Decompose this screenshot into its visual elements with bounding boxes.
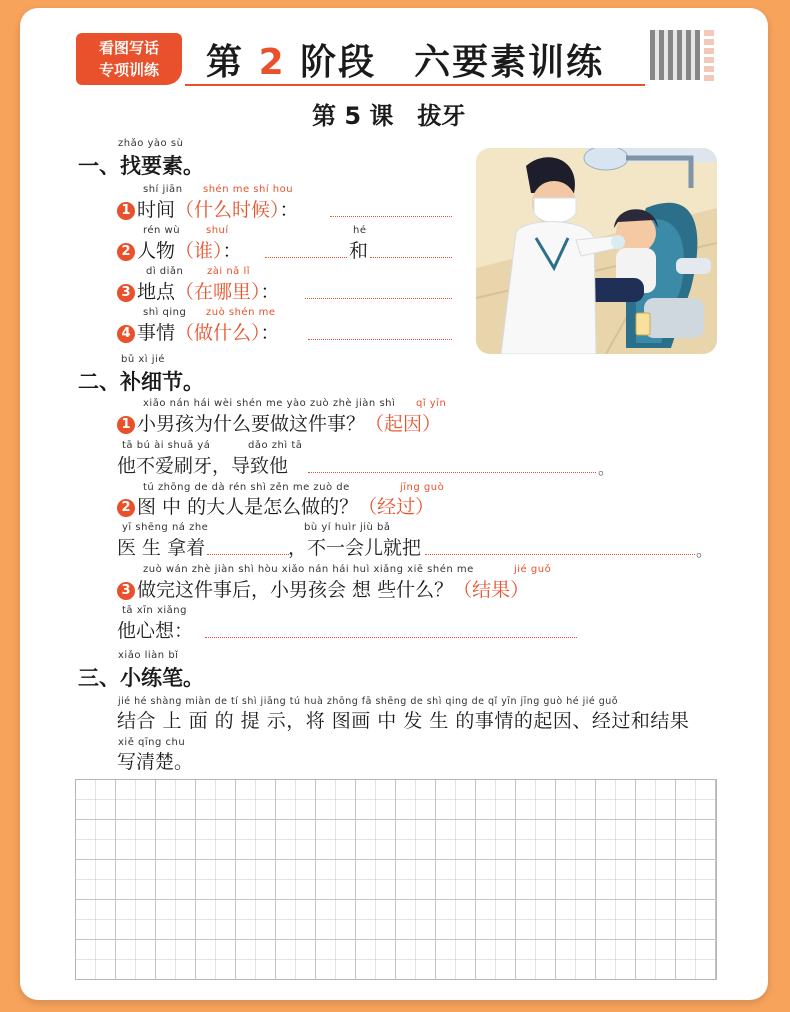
item4-row [117,318,280,345]
q1-text: 小男孩为什么要做这件事？ [137,413,366,435]
q2-answer-pinyin-b: bù yí huìr jiù bǎ [304,522,391,533]
item3-pinyin: dì diǎn [146,266,184,277]
q3-answer-pinyin: tā xīn xiǎng [122,605,187,616]
q1-number-icon: 1 [117,416,135,434]
item4-prompt: （做什么） [175,322,261,344]
item1-prompt: （什么时候） [175,199,280,221]
writing-grid[interactable] [75,779,717,980]
q1-pinyin: xiǎo nán hái wèi shén me yào zuò zhè jiàn shì [143,398,396,409]
stage-prefix: 第 [206,42,245,83]
q2-answer-pinyin-a: yī shēng ná zhe [122,522,209,533]
section3-line1-pinyin: jié hé shàng miàn de tí shì jiāng tú huà zhōng fā shēng de shì qing de qǐ yīn jīng guò hé jié guǒ [118,696,619,707]
section1-heading-pinyin: zhǎo yào sù [118,138,184,149]
item1-pinyin: shí jiān [143,184,183,195]
item1-number-icon: 1 [117,202,135,220]
section3-heading: 三、小练笔。 [78,666,204,690]
item1-label: 时间 [137,199,176,221]
item3-label: 地点 [137,281,176,303]
badge-line-1: 看图写话 [98,39,159,57]
item2-prompt: （谁） [175,240,223,262]
item4-pinyin: shì qing [143,307,187,318]
item3-prompt: （在哪里） [175,281,261,303]
qr-caption-blur [704,30,714,82]
item2-answer-line-b[interactable] [370,257,452,258]
q2-text: 图 中 的大人是怎么做的？ [137,496,359,518]
item2-and: 和 [349,240,369,262]
q2-answer-stem-b: ，不一会儿就把 [288,537,422,559]
section3-prompt-line1: 结合 上 面 的 提 示，将 图画 中 发 生 的事情的起因、经过和结果 [117,710,690,732]
item4-prompt-pinyin: zuò shén me [206,307,276,318]
q3-answer-stem: 他心想： [117,620,194,642]
section2-heading-pinyin: bǔ xì jié [121,354,165,365]
item2-label: 人物 [137,240,176,262]
section2-heading: 二、补细节。 [78,370,204,394]
lesson-title: 第 5 课 拔牙 [312,102,466,130]
dentist-illustration [476,148,717,354]
badge-line-2: 专项训练 [98,61,159,79]
item4-answer-line[interactable] [308,339,452,340]
item3-colon: ： [260,281,280,303]
item1-answer-line[interactable] [330,216,452,217]
q1-end: 。 [598,459,615,478]
section3-prompt-line2: 写清楚。 [117,751,194,773]
item4-label: 事情 [137,322,176,344]
item1-colon: ： [279,199,299,221]
q3-tag: （结果） [453,579,530,601]
q3-text: 做完这件事后，小男孩会 想 些什么？ [137,579,454,601]
q2-end: 。 [696,541,713,560]
q2-pinyin: tú zhōng de dà rén shì zěn me zuò de [143,482,350,493]
q1-answer-stem: 他不爱刷牙，导致他 [117,455,289,477]
q2-answer-line-a[interactable] [207,554,289,555]
section3-heading-pinyin: xiǎo liàn bǐ [118,650,179,661]
q1-answer-pinyin-a: tā bú ài shuā yá [122,440,211,451]
item2-mid-pinyin: hé [353,225,367,236]
item2-colon: ： [222,240,242,262]
q1-answer-line[interactable] [308,472,596,473]
item3-answer-line[interactable] [305,298,452,299]
q3-row [117,575,529,602]
q3-tag-pinyin: jié guǒ [514,564,552,575]
q3-pinyin: zuò wán zhè jiàn shì hòu xiǎo nán hái huì xiǎng xiē shén me [143,564,474,575]
item3-prompt-pinyin: zài nǎ lǐ [207,266,251,277]
q2-answer-stem-a: 医 生 拿着 [117,537,206,559]
item2-pinyin: rén wù [143,225,181,236]
item2-prompt-pinyin: shuí [206,225,229,236]
item3-row [117,277,280,304]
q1-tag-pinyin: qǐ yīn [416,398,447,409]
qr-code-icon [650,30,700,80]
q2-row [117,492,434,519]
stage-name: 阶段 六要素训练 [300,42,605,83]
section1-heading: 一、找要素。 [78,154,204,178]
item4-colon: ： [260,322,280,344]
q1-row [117,409,441,436]
q2-number-icon: 2 [117,499,135,517]
stage-title [206,34,604,85]
section3-line2-pinyin: xiě qīng chu [118,737,186,748]
topic-badge [76,33,182,85]
title-underline [185,84,645,86]
q3-number-icon: 3 [117,582,135,600]
q2-tag: （经过） [358,496,435,518]
item3-number-icon: 3 [117,284,135,302]
item4-number-icon: 4 [117,325,135,343]
q2-tag-pinyin: jīng guò [400,482,445,493]
item2-row [117,236,242,263]
item1-prompt-pinyin: shén me shí hou [203,184,294,195]
item2-number-icon: 2 [117,243,135,261]
q1-tag: （起因） [365,413,442,435]
item2-answer-line-a[interactable] [265,257,347,258]
q1-answer-pinyin-b: dǎo zhì tā [248,440,303,451]
stage-number: 2 [258,42,286,83]
item1-row [117,195,299,222]
q3-answer-line[interactable] [205,637,577,638]
q2-answer-line-b[interactable] [425,554,695,555]
